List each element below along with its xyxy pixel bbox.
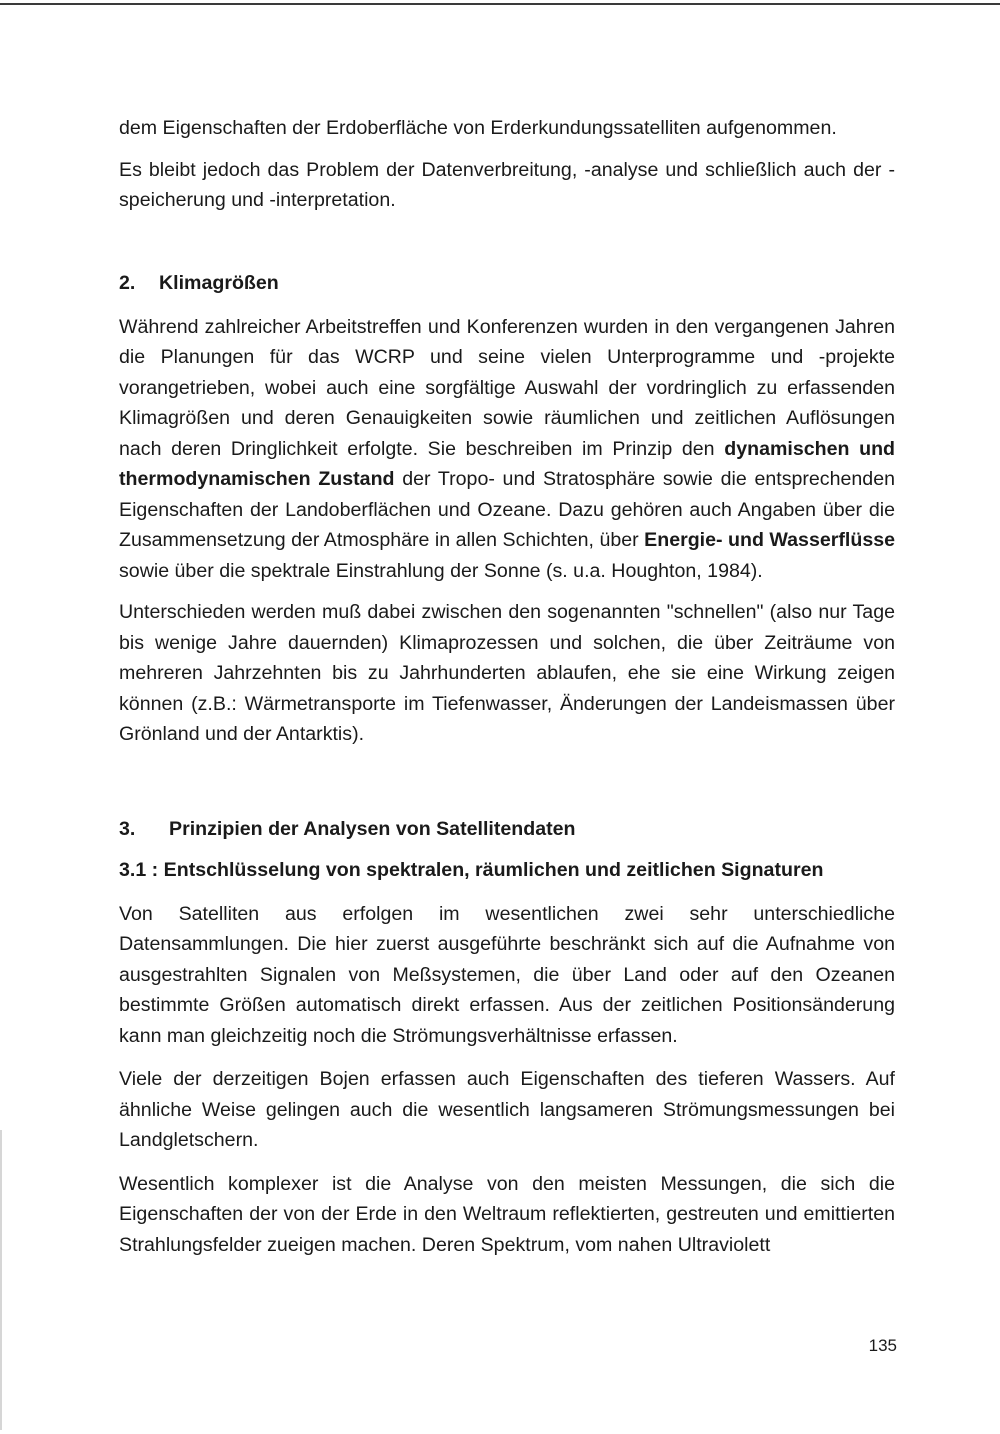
paragraph-bojen: Viele der derzeitigen Bojen erfassen auch Eigenschaften des tieferen Wassers. Auf ähnliche Weise gelingen auch die wesentlich langsameren Strömungsmessungen bei Landgletschern. <box>119 1068 895 1151</box>
top-edge-rule <box>0 3 1000 5</box>
text-run: der Tropo- und Stratosphäre sowie die entsprechenden Eigenschaften der Landoberflächen und Ozeane. Dazu gehören auch Angaben über die Zusammensetzung der Atmosphäre in allen Schichten, über <box>119 468 895 551</box>
heading-klimagroessen <box>119 268 895 298</box>
scan-left-edge <box>0 1130 2 1430</box>
paragraph-datensammlungen: Von Satelliten aus erfolgen im wesentlichen zwei sehr unterschiedliche Datensammlungen. Die hier zuerst ausgeführte beschränkt sich auf die Aufnahme von ausgestrahlten Signalen von Meßsystemen, die über Land oder auf den Ozeanen bestimmte Größen automatisch direkt erfassen. Aus der zeitlichen Positionsänderung kann man gleichzeitig noch die Strömungsverhältnisse erfassen. <box>119 902 895 1047</box>
text-run: sowie über die spektrale Einstrahlung der Sonne (s. u.a. Houghton, 1984). <box>119 559 763 582</box>
heading-prinzipien <box>119 814 895 844</box>
text-run: Während zahlreicher Arbeitstreffen und Konferenzen wurden in den vergangenen Jahren die Planungen für das WCRP und seine vielen Unterprogramme und -projekte vorangetrieben, wobei auch eine sorgfältige Auswahl der vordringlich zu erfassenden Klimagrößen und deren Genauigkeiten sowie räumlichen und zeitlichen Auflösungen nach deren Dringlichkeit erfolgte. Sie beschreiben im Prinzip den <box>119 315 895 460</box>
paragraph-klimagroessen <box>119 312 895 587</box>
heading-entschluesselung: 3.1 : Entschlüsselung von spektralen, räumlichen und zeitlichen Signaturen <box>119 858 824 881</box>
bold-term-fluesse: Energie- und Wasserflüsse <box>644 529 896 551</box>
paragraph-strahlungsfelder: Wesentlich komplexer ist die Analyse von den meisten Messungen, die sich die Eigenschaften der von der Erde in den Weltraum reflektierten, gestreuten und emittierten Strahlungsfelder zueigen machen. Deren Spektrum, vom nahen Ultraviolett <box>119 1172 895 1256</box>
paragraph-intro-1: dem Eigenschaften der Erdoberfläche von Erderkundungssatelliten aufgenommen. <box>119 117 837 139</box>
paragraph-klimaprozesse: Unterschieden werden muß dabei zwischen den sogenannten "schnellen" (also nur Tage bis wenige Jahre dauernden) Klimaprozessen und solchen, die über Zeiträume von mehreren Jahrzehnten bis zu Jahrhunderten ablaufen, ehe sie eine Wirkung zeigen können (z.B.: Wärmetransporte im Tiefenwasser, Änderungen der Landeismassen über Grönland und der Antarktis). <box>119 601 895 745</box>
heading-number: 2. <box>119 271 136 294</box>
heading-title: Prinzipien der Analysen von Satellitendaten <box>169 817 576 840</box>
bold-term-zustand: dynamischen und thermodynamischen Zustand <box>119 437 896 490</box>
heading-number: 3. <box>119 817 136 840</box>
heading-title: Klimagrößen <box>159 271 279 294</box>
page-number: 135 <box>868 1336 897 1355</box>
document-page <box>119 113 895 1260</box>
paragraph-intro-2: Es bleibt jedoch das Problem der Datenverbreitung, -analyse und schließlich auch der -speicherung und -interpretation. <box>119 158 895 211</box>
